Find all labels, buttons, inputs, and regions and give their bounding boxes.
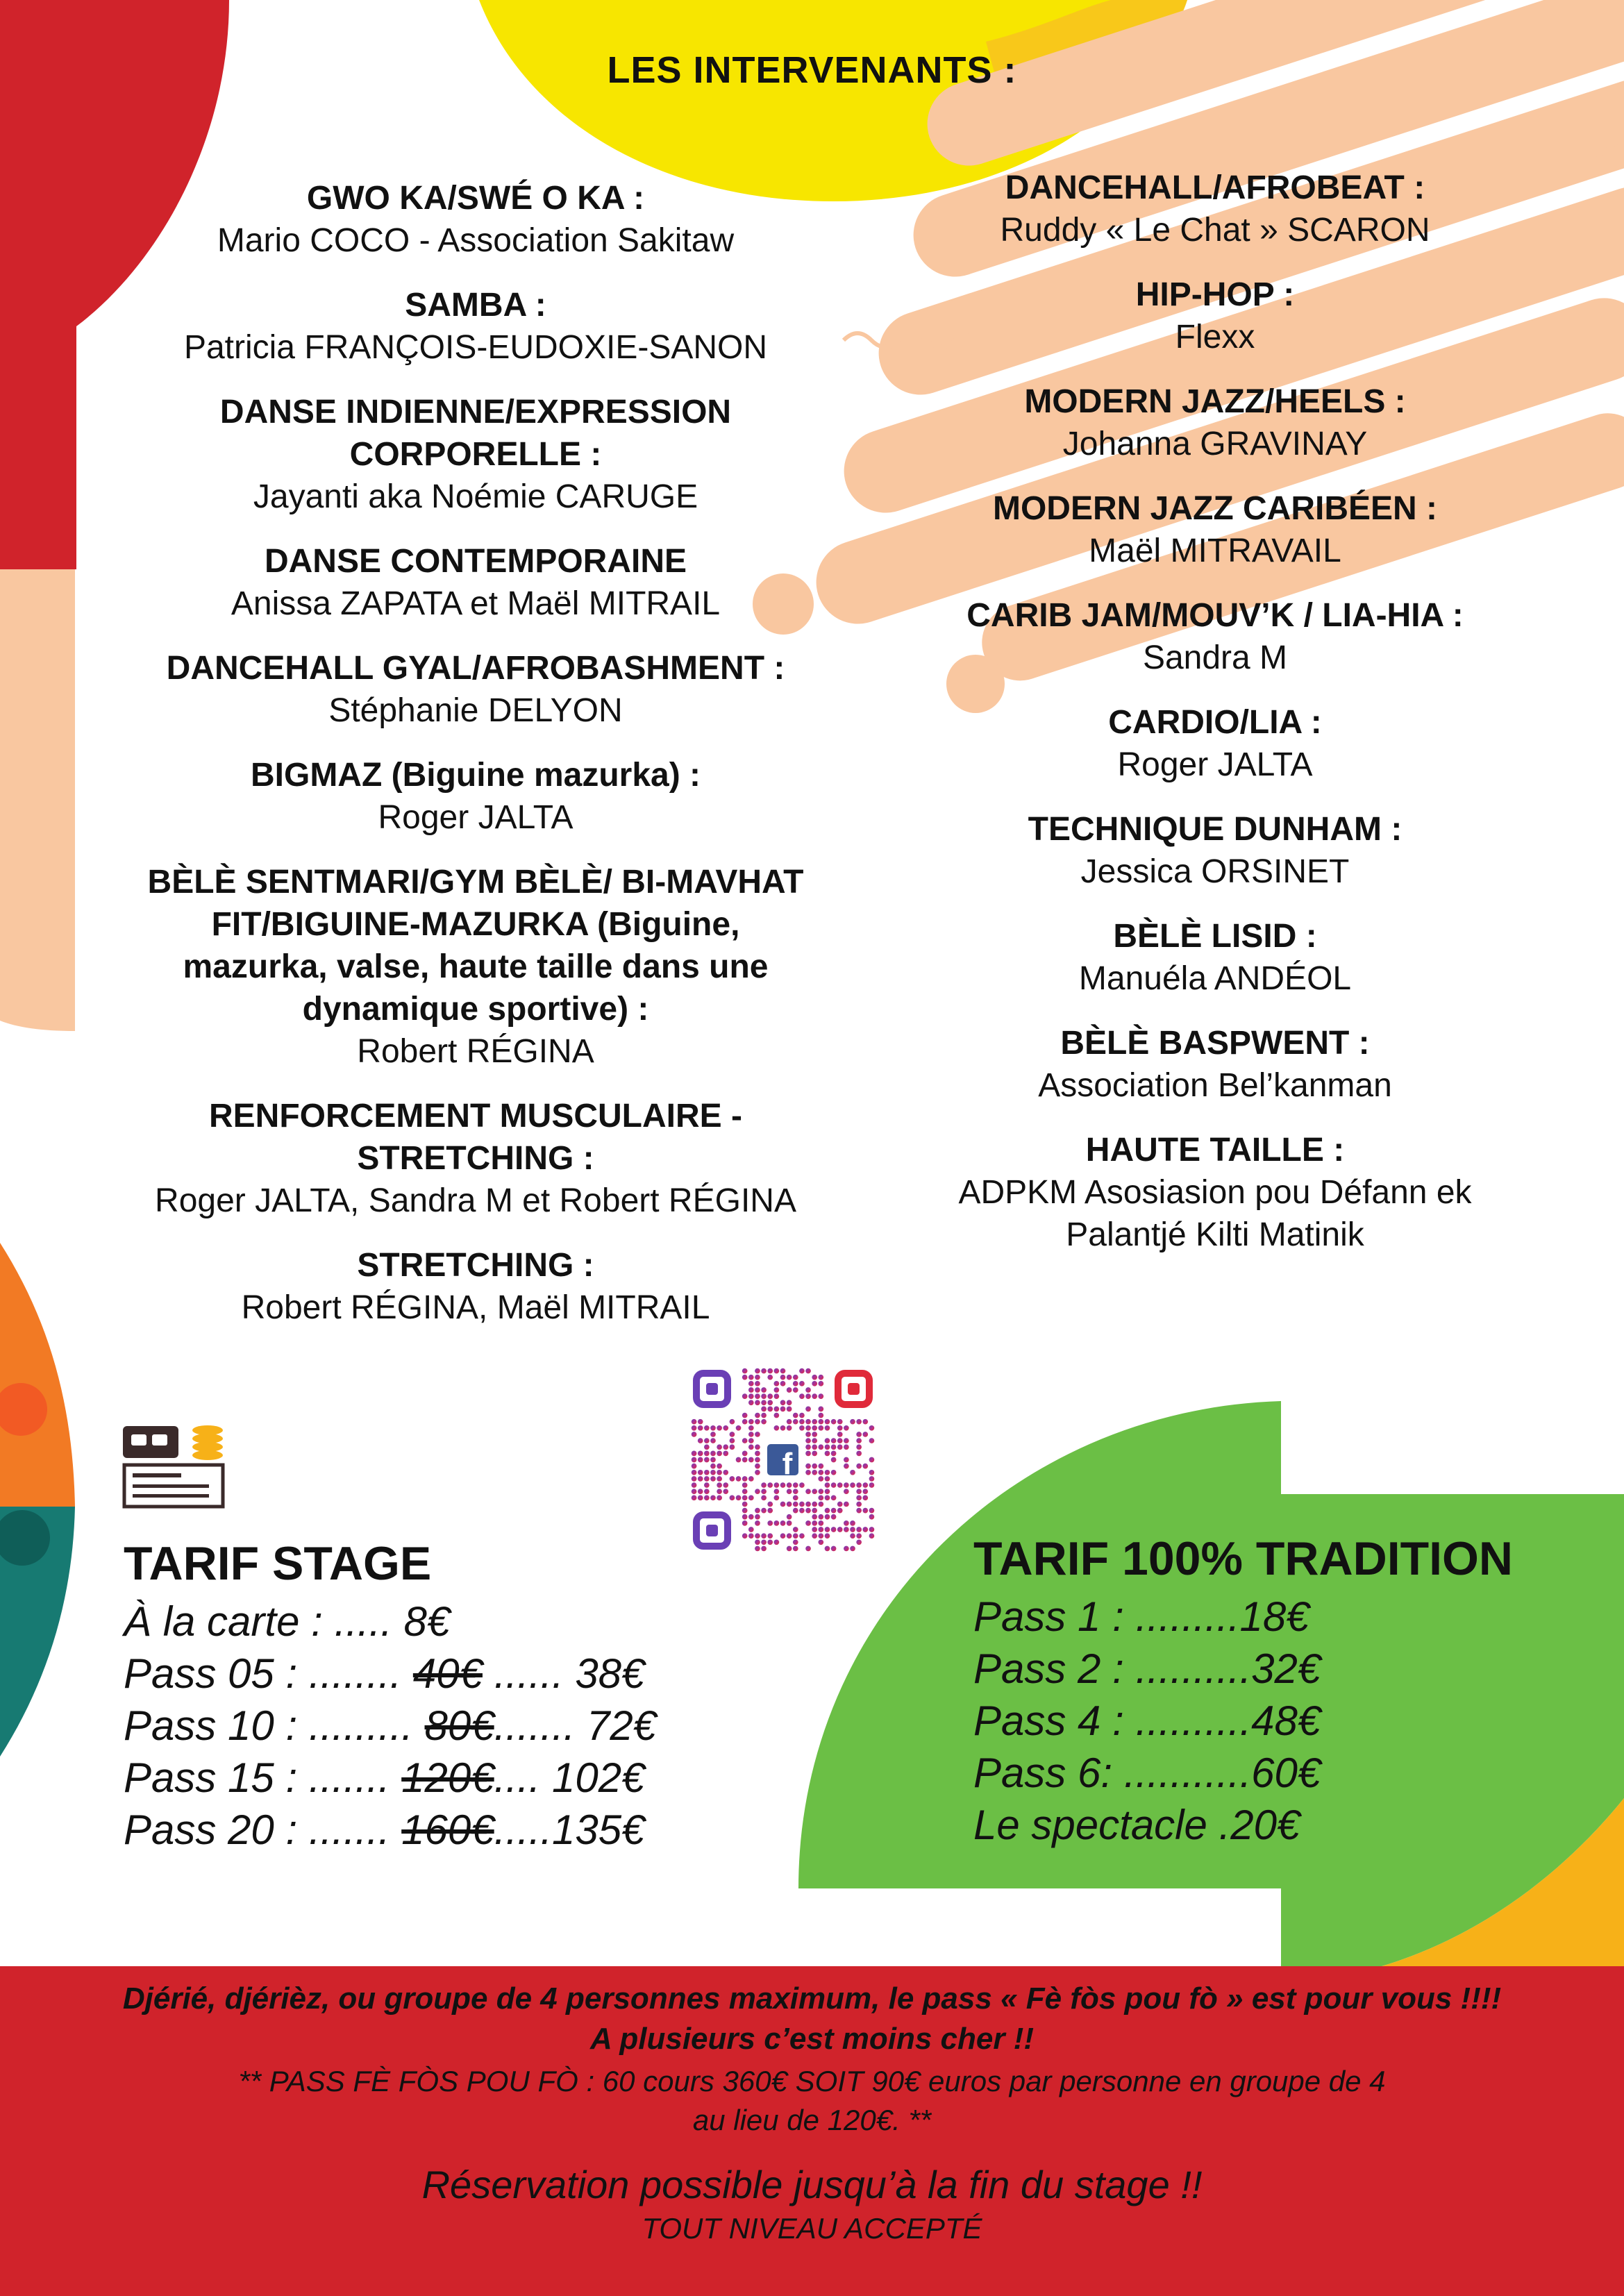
right-instructors-column	[896, 167, 1534, 1278]
price-row: Pass 15 : ....... 120€.... 102€	[124, 1754, 645, 1801]
dance-category: TECHNIQUE DUNHAM :	[1028, 811, 1403, 848]
orange-left-shape	[0, 1243, 75, 1507]
dance-category: BÈLÈ SENTMARI/GYM BÈLÈ/ BI-MAVHAT FIT/BIGUINE-MAZURKA (Biguine, mazurka, valse, haute taille dans une dynamique sportive) :	[147, 864, 804, 1028]
instructor-name: Jayanti aka Noémie CARUGE	[253, 478, 698, 515]
instructor-entry	[125, 1244, 826, 1329]
instructor-entry	[896, 808, 1534, 893]
instructor-entry	[125, 1095, 826, 1222]
instructor-name: Manuéla ANDÉOL	[1078, 960, 1352, 997]
old-price: 80€	[424, 1702, 494, 1749]
dance-category: CARIB JAM/MOUV’K / LIA-HIA :	[966, 597, 1464, 634]
instructor-name: Robert RÉGINA	[357, 1033, 594, 1070]
dance-category: MODERN JAZZ/HEELS :	[1024, 383, 1406, 420]
price-row: Pass 4 : ..........48€	[973, 1698, 1321, 1744]
instructor-name: Flexx	[1175, 319, 1255, 355]
dance-category: DANCEHALL/AFROBEAT :	[1005, 169, 1425, 206]
old-price: 120€	[401, 1754, 494, 1801]
group-pass-details: ** PASS FÈ FÒS POU FÒ : 60 cours 360€ SOIT 90€ euros par personne en groupe de 4	[238, 2065, 1386, 2097]
facebook-icon: f	[782, 1447, 793, 1481]
instructor-entry	[896, 1129, 1534, 1256]
instructor-entry	[896, 167, 1534, 251]
instructor-name: Anissa ZAPATA et Maël MITRAIL	[231, 585, 721, 622]
instructor-name: ADPKM Asosiasion pou Défann ek Palantjé Kilti Matinik	[958, 1174, 1472, 1253]
tarif-tradition-title: TARIF 100% TRADITION	[973, 1532, 1514, 1585]
instructor-name: Maël MITRAVAIL	[1089, 533, 1341, 569]
old-price: 160€	[401, 1807, 494, 1853]
price-row: Pass 1 : .........18€	[973, 1593, 1309, 1640]
reservation-note: Réservation possible jusqu’à la fin du stage !!	[421, 2163, 1203, 2206]
instructor-name: Jessica ORSINET	[1080, 853, 1350, 890]
group-pass-tagline: A plusieurs c’est moins cher !!	[590, 2022, 1034, 2056]
old-price: 40€	[412, 1650, 483, 1697]
dance-category: SAMBA :	[405, 287, 546, 324]
instructor-entry	[896, 274, 1534, 358]
card-cheque-coins-icon	[122, 1423, 226, 1510]
price-row: Pass 20 : ....... 160€.....135€	[124, 1807, 645, 1853]
instructor-entry	[896, 380, 1534, 465]
dance-category: BIGMAZ (Biguine mazurka) :	[250, 757, 701, 794]
instructor-entry	[125, 391, 826, 518]
instructor-name: Sandra M	[1142, 639, 1288, 676]
instructor-entry	[125, 754, 826, 839]
tarif-stage-title: TARIF STAGE	[124, 1537, 432, 1590]
price-row: Pass 05 : ........ 40€ ...... 38€	[124, 1650, 645, 1697]
instructor-name: Roger JALTA	[378, 799, 574, 836]
dance-category: BÈLÈ BASPWENT :	[1060, 1025, 1370, 1062]
price-row: Pass 2 : ..........32€	[973, 1645, 1321, 1692]
instructor-entry	[896, 487, 1534, 572]
dance-category: DANSE CONTEMPORAINE	[264, 543, 687, 580]
dance-category: DANSE INDIENNE/EXPRESSION CORPORELLE :	[219, 394, 732, 473]
price-row: Le spectacle .20€	[973, 1802, 1300, 1848]
instructor-name: Patricia FRANÇOIS-EUDOXIE-SANON	[183, 329, 768, 366]
group-pass-details-2: au lieu de 120€. **	[692, 2104, 932, 2136]
instructor-entry	[896, 1022, 1534, 1107]
instructor-entry	[125, 540, 826, 625]
instructor-name: Robert RÉGINA, Maël MITRAIL	[241, 1289, 710, 1326]
instructor-entry	[896, 701, 1534, 786]
instructor-name: Johanna GRAVINAY	[1062, 426, 1368, 462]
dance-category: MODERN JAZZ CARIBÉEN :	[992, 490, 1437, 527]
instructor-entry	[125, 284, 826, 369]
instructor-entry	[896, 915, 1534, 1000]
left-instructors-column	[125, 177, 826, 1351]
dance-category: STRETCHING :	[357, 1247, 594, 1284]
instructor-name: Stéphanie DELYON	[328, 692, 623, 729]
price-row: Pass 6: ...........60€	[973, 1750, 1321, 1796]
price-row: Pass 10 : ......... 80€....... 72€	[124, 1702, 657, 1749]
dance-category: GWO KA/SWÉ O KA :	[306, 180, 645, 217]
bottom-banner	[0, 1966, 1624, 2296]
page-title: LES INTERVENANTS :	[607, 49, 1017, 91]
instructor-name: Mario COCO - Association Sakitaw	[217, 222, 735, 259]
tarif-tradition-section	[973, 1531, 1598, 1851]
instructor-entry	[125, 647, 826, 732]
dance-category: DANCEHALL GYAL/AFROBASHMENT :	[166, 650, 785, 687]
dance-category: CARDIO/LIA :	[1108, 704, 1322, 741]
facebook-qr-code-icon[interactable]	[691, 1368, 875, 1552]
dance-category: BÈLÈ LISID :	[1113, 918, 1317, 955]
instructor-name: Roger JALTA, Sandra M et Robert RÉGINA	[155, 1182, 796, 1219]
instructor-name: Roger JALTA	[1117, 746, 1313, 783]
dance-category: RENFORCEMENT MUSCULAIRE - STRETCHING :	[209, 1098, 742, 1177]
instructor-entry	[896, 594, 1534, 679]
level-note: TOUT NIVEAU ACCEPTÉ	[642, 2212, 982, 2245]
group-pass-headline: Djérié, djérièz, ou groupe de 4 personnes maximum, le pass « Fè fòs pou fò » est pour vous !!!!	[122, 1981, 1502, 2016]
price-row: À la carte : ..... 8€	[124, 1598, 451, 1645]
tarif-stage-section	[124, 1536, 748, 1856]
instructor-entry	[125, 177, 826, 262]
instructor-entry	[125, 861, 826, 1073]
peach-left-strip	[0, 569, 75, 1031]
dance-category: HIP-HOP :	[1135, 276, 1295, 313]
dance-category: HAUTE TAILLE :	[1085, 1132, 1345, 1168]
instructor-name: Ruddy « Le Chat » SCARON	[1000, 212, 1430, 249]
instructor-name: Association Bel’kanman	[1038, 1067, 1392, 1104]
